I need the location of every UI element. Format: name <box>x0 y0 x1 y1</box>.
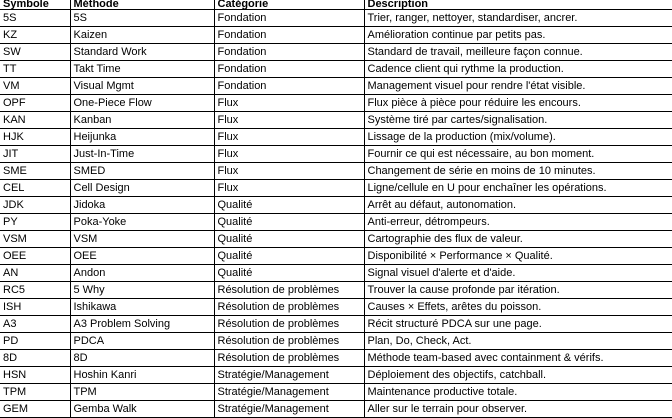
cell-categorie[interactable]: Flux <box>214 95 364 112</box>
table-row <box>0 180 672 197</box>
cell-categorie[interactable]: Qualité <box>214 248 364 265</box>
header-description[interactable]: Description <box>364 0 672 10</box>
cell-methode[interactable]: Jidoka <box>70 197 214 214</box>
table-row <box>0 146 672 163</box>
cell-methode[interactable]: SMED <box>70 163 214 180</box>
cell-methode[interactable]: Poka-Yoke <box>70 214 214 231</box>
table-row <box>0 350 672 367</box>
cell-categorie[interactable]: Stratégie/Management <box>214 384 364 401</box>
cell-methode[interactable]: Ishikawa <box>70 299 214 316</box>
cell-symbole[interactable]: 5S <box>0 10 70 27</box>
cell-symbole[interactable]: PY <box>0 214 70 231</box>
cell-categorie[interactable]: Stratégie/Management <box>214 367 364 384</box>
cell-description[interactable]: Amélioration continue par petits pas. <box>364 27 672 44</box>
cell-methode[interactable]: Andon <box>70 265 214 282</box>
cell-methode[interactable]: Kanban <box>70 112 214 129</box>
table-row <box>0 265 672 282</box>
cell-symbole[interactable]: CEL <box>0 180 70 197</box>
header-symbole[interactable]: Symbole <box>0 0 70 10</box>
cell-description[interactable]: Causes × Effets, arêtes du poisson. <box>364 299 672 316</box>
cell-methode[interactable]: Heijunka <box>70 129 214 146</box>
cell-description[interactable]: Disponibilité × Performance × Qualité. <box>364 248 672 265</box>
cell-methode[interactable]: VSM <box>70 231 214 248</box>
cell-description[interactable]: Maintenance productive totale. <box>364 384 672 401</box>
cell-categorie[interactable]: Résolution de problèmes <box>214 350 364 367</box>
cell-categorie[interactable]: Flux <box>214 129 364 146</box>
cell-description[interactable]: Flux pièce à pièce pour réduire les encours. <box>364 95 672 112</box>
cell-categorie[interactable]: Résolution de problèmes <box>214 299 364 316</box>
cell-methode[interactable]: Hoshin Kanri <box>70 367 214 384</box>
cell-categorie[interactable]: Fondation <box>214 61 364 78</box>
cell-description[interactable]: Cartographie des flux de valeur. <box>364 231 672 248</box>
table-row <box>0 78 672 95</box>
cell-categorie[interactable]: Résolution de problèmes <box>214 333 364 350</box>
header-categorie[interactable]: Catégorie <box>214 0 364 10</box>
cell-methode[interactable]: Takt Time <box>70 61 214 78</box>
cell-description[interactable]: Fournir ce qui est nécessaire, au bon moment. <box>364 146 672 163</box>
cell-symbole[interactable]: KAN <box>0 112 70 129</box>
cell-categorie[interactable]: Fondation <box>214 78 364 95</box>
cell-categorie[interactable]: Résolution de problèmes <box>214 316 364 333</box>
table-row <box>0 401 672 418</box>
cell-symbole[interactable]: VSM <box>0 231 70 248</box>
cell-methode[interactable]: One-Piece Flow <box>70 95 214 112</box>
table-body <box>0 10 672 418</box>
table-row <box>0 367 672 384</box>
cell-methode[interactable]: A3 Problem Solving <box>70 316 214 333</box>
cell-symbole[interactable]: ISH <box>0 299 70 316</box>
cell-methode[interactable]: PDCA <box>70 333 214 350</box>
cell-symbole[interactable]: HJK <box>0 129 70 146</box>
cell-categorie[interactable]: Flux <box>214 180 364 197</box>
cell-description[interactable]: Signal visuel d'alerte et d'aide. <box>364 265 672 282</box>
cell-symbole[interactable]: JIT <box>0 146 70 163</box>
cell-description[interactable]: Cadence client qui rythme la production. <box>364 61 672 78</box>
cell-symbole[interactable]: RC5 <box>0 282 70 299</box>
table-row <box>0 214 672 231</box>
cell-categorie[interactable]: Fondation <box>214 27 364 44</box>
table-row <box>0 384 672 401</box>
cell-description[interactable]: Management visuel pour rendre l'état visible. <box>364 78 672 95</box>
cell-description[interactable]: Arrêt au défaut, autonomation. <box>364 197 672 214</box>
cell-categorie[interactable]: Fondation <box>214 10 364 27</box>
cell-description[interactable]: Plan, Do, Check, Act. <box>364 333 672 350</box>
cell-symbole[interactable]: PD <box>0 333 70 350</box>
cell-methode[interactable]: 5S <box>70 10 214 27</box>
table-row <box>0 282 672 299</box>
cell-symbole[interactable]: OPF <box>0 95 70 112</box>
cell-categorie[interactable]: Fondation <box>214 44 364 61</box>
cell-methode[interactable]: Kaizen <box>70 27 214 44</box>
cell-symbole[interactable]: OEE <box>0 248 70 265</box>
cell-symbole[interactable]: A3 <box>0 316 70 333</box>
cell-symbole[interactable]: GEM <box>0 401 70 418</box>
cell-categorie[interactable]: Flux <box>214 163 364 180</box>
table-row <box>0 299 672 316</box>
cell-description[interactable]: Système tiré par cartes/signalisation. <box>364 112 672 129</box>
cell-categorie[interactable]: Qualité <box>214 197 364 214</box>
cell-symbole[interactable]: SW <box>0 44 70 61</box>
cell-methode[interactable]: Visual Mgmt <box>70 78 214 95</box>
cell-categorie[interactable]: Qualité <box>214 265 364 282</box>
table-row <box>0 248 672 265</box>
cell-description[interactable]: Ligne/cellule en U pour enchaîner les opérations. <box>364 180 672 197</box>
cell-categorie[interactable]: Qualité <box>214 214 364 231</box>
cell-categorie[interactable]: Résolution de problèmes <box>214 282 364 299</box>
cell-description[interactable]: Aller sur le terrain pour observer. <box>364 401 672 418</box>
cell-methode[interactable]: TPM <box>70 384 214 401</box>
cell-categorie[interactable]: Flux <box>214 112 364 129</box>
table-row <box>0 129 672 146</box>
table-row <box>0 95 672 112</box>
table-row <box>0 44 672 61</box>
cell-description[interactable]: Trouver la cause profonde par itération. <box>364 282 672 299</box>
cell-description[interactable]: Changement de série en moins de 10 minutes. <box>364 163 672 180</box>
table-row <box>0 112 672 129</box>
cell-methode[interactable]: Just-In-Time <box>70 146 214 163</box>
cell-symbole[interactable]: VM <box>0 78 70 95</box>
cell-methode[interactable]: Gemba Walk <box>70 401 214 418</box>
cell-symbole[interactable]: KZ <box>0 27 70 44</box>
cell-methode[interactable]: 5 Why <box>70 282 214 299</box>
table-row <box>0 231 672 248</box>
cell-symbole[interactable]: HSN <box>0 367 70 384</box>
table-row <box>0 27 672 44</box>
cell-description[interactable]: Méthode team-based avec containment & vérifs. <box>364 350 672 367</box>
table-row <box>0 163 672 180</box>
cell-categorie[interactable]: Flux <box>214 146 364 163</box>
table-header <box>0 0 672 10</box>
table-row <box>0 316 672 333</box>
cell-description[interactable]: Standard de travail, meilleure façon connue. <box>364 44 672 61</box>
cell-symbole[interactable]: SME <box>0 163 70 180</box>
cell-description[interactable]: Anti-erreur, détrompeurs. <box>364 214 672 231</box>
cell-methode[interactable]: Cell Design <box>70 180 214 197</box>
table-row <box>0 333 672 350</box>
cell-methode[interactable]: 8D <box>70 350 214 367</box>
cell-symbole[interactable]: 8D <box>0 350 70 367</box>
cell-symbole[interactable]: TT <box>0 61 70 78</box>
cell-description[interactable]: Récit structuré PDCA sur une page. <box>364 316 672 333</box>
cell-symbole[interactable]: AN <box>0 265 70 282</box>
table-row <box>0 197 672 214</box>
cell-categorie[interactable]: Stratégie/Management <box>214 401 364 418</box>
table-row <box>0 10 672 27</box>
header-row <box>0 0 672 10</box>
cell-methode[interactable]: OEE <box>70 248 214 265</box>
table-row <box>0 61 672 78</box>
cell-description[interactable]: Lissage de la production (mix/volume). <box>364 129 672 146</box>
cell-description[interactable]: Trier, ranger, nettoyer, standardiser, ancrer. <box>364 10 672 27</box>
cell-methode[interactable]: Standard Work <box>70 44 214 61</box>
cell-categorie[interactable]: Qualité <box>214 231 364 248</box>
cell-description[interactable]: Déploiement des objectifs, catchball. <box>364 367 672 384</box>
cell-symbole[interactable]: JDK <box>0 197 70 214</box>
cell-symbole[interactable]: TPM <box>0 384 70 401</box>
header-methode[interactable]: Méthode <box>70 0 214 10</box>
